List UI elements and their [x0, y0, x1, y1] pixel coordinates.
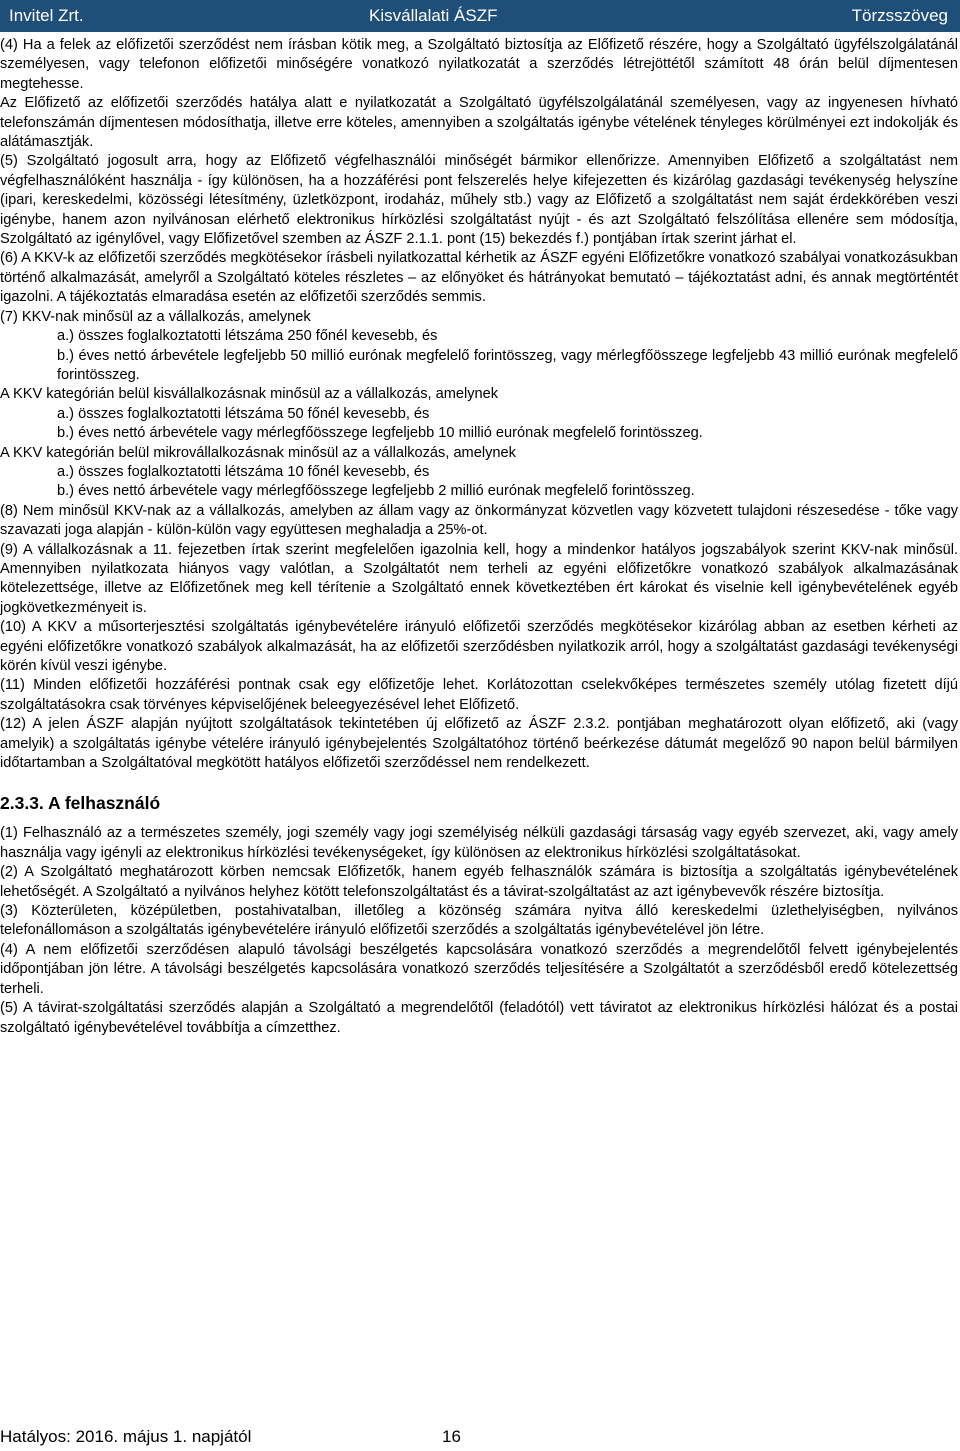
paragraph: (4) Ha a felek az előfizetői szerződést nem írásban kötik meg, a Szolgáltató biztosítja az Előfizető részére, hogy a Szolgáltató ügyfélszolgálatánál személyesen, vagy telefonon előfizetői minőségére vonatkozó nyilatkozatát a szerződés létrejöttétől számított 48 órán belül díjmentesen megtehesse. [0, 37, 958, 92]
header-section: Törzsszöveg [851, 6, 948, 25]
paragraph: (11) Minden előfizetői hozzáférési pontnak csak egy előfizetője lehet. Korlátozottan cselekvőképes természetes személy utólag fizetett díjú szolgáltatásokra csak törvényes képviselőjének beleegyezésével lehet Előfizető. [0, 677, 958, 713]
header-company: Invitel Zrt. [9, 6, 84, 25]
paragraph: (12) A jelen ÁSZF alapján nyújtott szolgáltatások tekintetében új előfizető az ÁSZF 2.3.2. pontjában meghatározott olyan előfizető, aki (vagy amelyik) a szolgáltatás igénybe vételére irányuló igénybejelentés Szolgáltatóhoz történő beérkezése dátumát megelőző 90 napon belül bármilyen időtartamban a Szolgáltatóval megkötött hatályos előfizetői szerződéssel nem rendelkezett. [0, 716, 958, 772]
paragraph: Az Előfizető az előfizetői szerződés hatálya alatt e nyilatkozatát a Szolgáltató ügyfélszolgálatánál személyesen, vagy az ingyenesen hívható telefonszámán díjmentesen módosíthatja, illetve erre köteles, amennyiben a szolgáltatás igénybe vételének tényleges körülményei ezt indokolják és alátámasztják. [0, 95, 958, 151]
header-document-title: Kisvállalati ÁSZF [369, 6, 498, 25]
paragraph: (4) A nem előfizetői szerződésen alapuló távolsági beszélgetés kapcsolására vonatkozó szerződés a megrendelőtől felvett igénybejelentés időpontjában jön létre. A távolsági beszélgetés kapcsolására vonatkozó szerződés teljesítésére a Szolgáltatót a szerződésből eredő kötelezettség terheli. [0, 941, 958, 997]
page-footer [0, 1427, 960, 1449]
paragraph: (2) A Szolgáltató meghatározott körben nemcsak Előfizetők, hanem egyéb felhasználók számára is biztosítja a szolgáltatás igénybevételének lehetőségét. A Szolgáltató a nyilvános helyhez kötött telefonszolgáltatást és a távirat-szolgáltatást az azt igénybevevők részére biztosítja. [0, 864, 958, 900]
effective-date: Hatályos: 2016. május 1. napjától [0, 1427, 252, 1446]
page-number: 16 [442, 1427, 461, 1446]
paragraph: (5) A távirat-szolgáltatási szerződés alapján a Szolgáltató a megrendelőtől (feladótól) vett táviratot az elektronikus hírközlési hálózat és a postai szolgáltató igénybevételével továbbítja a címzetthez. [0, 1000, 958, 1036]
list-item: b.) éves nettó árbevétele vagy mérlegfőösszege legfeljebb 2 millió eurónak megfelelő forintösszeg. [57, 483, 695, 500]
paragraph: (7) KKV-nak minősül az a vállalkozás, amelynek [0, 308, 311, 325]
paragraph: A KKV kategórián belül mikrovállalkozásnak minősül az a vállalkozás, amelynek [0, 444, 516, 461]
list-item: b.) éves nettó árbevétele vagy mérlegfőösszege legfeljebb 10 millió eurónak megfelelő forintösszeg. [57, 425, 703, 442]
paragraph: (1) Felhasználó az a természetes személy, jogi személy vagy jogi személyiség nélküli gazdasági társaság vagy egyéb szervezet, aki, vagy amely használja vagy igényli az elektronikus hírközlési tevékenységeket, így különösen az elektronikus hírközlési szolgáltatásokat. [0, 825, 958, 861]
list-item: a.) összes foglalkoztatotti létszáma 250 főnél kevesebb, és [57, 328, 438, 345]
section-heading: 2.3.3. A felhasználó [0, 793, 161, 814]
list-item: a.) összes foglalkoztatotti létszáma 50 főnél kevesebb, és [57, 405, 430, 422]
paragraph: (10) A KKV a műsorterjesztési szolgáltatás igénybevételére irányuló előfizetői szerződés megkötésekor kizárólag abban az esetben kérheti az egyéni előfizetőkre vonatkozó szabályok alkalmazását, ha az előfizetői szerződésben nyilatkozik arról, hogy a szolgáltatást gazdasági tevékenységi körén kívül veszi igénybe. [0, 619, 958, 674]
paragraph: (5) Szolgáltató jogosult arra, hogy az Előfizető végfelhasználói minőségét bármikor ellenőrizze. Amennyiben Előfizető a szolgáltatást nem végfelhasználóként használja - így különösen, ha a hozzáférési pont felszerelés helye kifejezetten és kizárólag gazdasági tevékenység helyszíne (ipari, kereskedelmi, közösségi létesítmény, üzletközpont, irodaház, műhely stb.) vagy az Előfizető a szolgáltatást nem saját érdekkörében veszi igénybe, hanem azon nyilvánosan elérhető elektronikus hírközlési szolgáltatást nyújt - és azt Szolgáltató felszólítása ellenére sem módosítja, Szolgáltató az igénylővel, vagy Előfizetővel szemben az ÁSZF 2.1.1. pont (15) bekezdés f.) pontjában írtak szerint járhat el. [0, 153, 958, 248]
paragraph: (9) A vállalkozásnak a 11. fejezetben írtak szerint megfelelően igazolnia kell, hogy a mindenkor hatályos jogszabályok szerint KKV-nak minősül. Amennyiben nyilatkozata hiányos vagy valótlan, a Szolgáltatót nem terheli az egyéni előfizetőkre vonatkozó szabályok alkalmazásának kötelezettsége, illetve az Előfizetőnek meg kell térítenie a Szolgáltató ennek következtében ért károkat és viselnie kell igénybevételének egyéb jogkövetkezményeit is. [0, 541, 958, 616]
paragraph: (6) A KKV-k az előfizetői szerződés megkötésekor írásbeli nyilatkozattal kérhetik az ÁSZF egyéni Előfizetőkre vonatkozó szabályai vonatkozásukban történő alkalmazását, amelyről a Szolgáltató köteles részletes – az előnyöket és hátrányokat bemutató – tájékoztatást adni, és annak megtörténtét igazolni. A tájékoztatás elmaradása esetén az előfizetői szerződés semmis. [0, 250, 958, 306]
paragraph: A KKV kategórián belül kisvállalkozásnak minősül az a vállalkozás, amelynek [0, 386, 499, 403]
page-header [0, 0, 960, 32]
paragraph: (8) Nem minősül KKV-nak az a vállalkozás, amelyben az állam vagy az önkormányzat közvetlen vagy közvetett tulajdoni részesedése - tőke vagy szavazati joga alapján - külön-külön vagy együttesen meghaladja a 25%-ot. [0, 502, 958, 539]
document-body [0, 36, 960, 1038]
paragraph: (3) Közterületen, középületben, postahivatalban, illetőleg a közönség számára nyitva álló kereskedelmi üzlethelyiségben, nyilvános telefonállomáson a szolgáltatás igénybevételére irányuló előfizetői szerződés a szolgáltatás igénybevételével jön létre. [0, 903, 958, 939]
list-item: a.) összes foglalkoztatotti létszáma 10 főnél kevesebb, és [57, 463, 430, 480]
list-item: b.) éves nettó árbevétele legfeljebb 50 millió eurónak megfelelő forintösszeg, vagy mérlegfőösszege legfeljebb 43 millió eurónak megfelelő forintösszeg. [57, 347, 958, 383]
